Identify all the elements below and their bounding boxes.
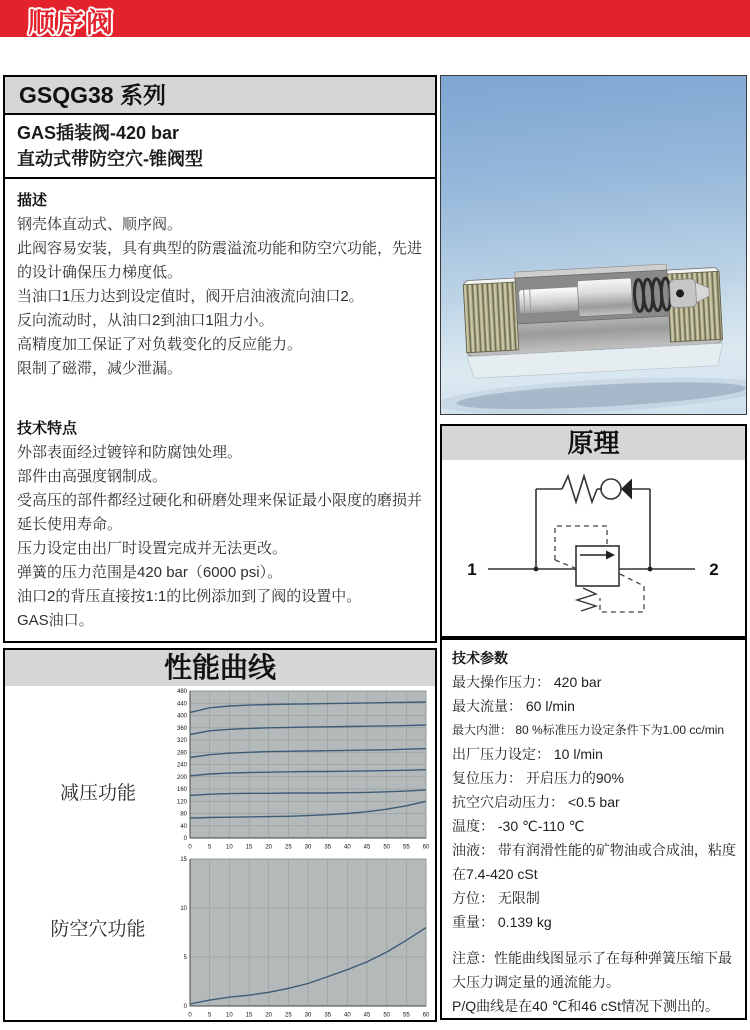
svg-text:15: 15 (245, 844, 253, 851)
svg-text:35: 35 (324, 1012, 332, 1019)
pressure-relief-chart (162, 686, 432, 852)
svg-text:45: 45 (363, 844, 371, 851)
description-line: 限制了磁滞，减少泄漏。 (17, 360, 183, 377)
svg-text:5: 5 (207, 1012, 212, 1019)
param-item: 温度： -30 ℃-110 ℃ (452, 818, 585, 834)
feature-line: 受高压的部件都经过硬化和研磨处理来保证最小限度的磨损并延长使用寿命。 (17, 492, 423, 533)
svg-text:20: 20 (265, 1012, 273, 1019)
subtitle-block (5, 115, 435, 179)
feature-line: GAS油口。 (17, 612, 94, 629)
note-line: P/Q曲线是在40 ℃和46 cSt情况下测出的。 (452, 998, 719, 1014)
svg-text:60: 60 (422, 844, 430, 851)
svg-text:5: 5 (183, 955, 187, 962)
description-heading: 描述 (17, 192, 48, 209)
svg-text:50: 50 (383, 844, 391, 851)
svg-text:280: 280 (176, 750, 187, 757)
description-line: 高精度加工保证了对负载变化的反应能力。 (17, 336, 303, 353)
series-title: GSQG38 系列 (5, 77, 435, 115)
svg-text:0: 0 (188, 844, 192, 851)
note-block (452, 946, 737, 1018)
svg-text:320: 320 (176, 738, 187, 745)
subtitle-line-2: 直动式带防空穴-锥阀型 (17, 149, 203, 169)
svg-text:0: 0 (183, 836, 187, 843)
param-item: 最大内泄： 80 %标准压力设定条件下为1.00 cc/min (452, 723, 725, 737)
curves-title: 性能曲线 (163, 652, 276, 683)
svg-text:25: 25 (284, 1012, 292, 1019)
svg-text:35: 35 (324, 844, 332, 851)
port-1-label: 1 (467, 560, 477, 579)
hydraulic-schematic (442, 460, 745, 634)
subtitle-line-1: GAS插装阀-420 bar (17, 123, 180, 143)
svg-text:25: 25 (284, 844, 292, 851)
feature-line: 弹簧的压力范围是420 bar（6000 psi）。 (17, 564, 283, 581)
svg-text:10: 10 (180, 906, 187, 913)
chart-2-label: 防空穴功能 (50, 919, 146, 940)
svg-text:15: 15 (245, 1012, 253, 1019)
svg-text:50: 50 (383, 1012, 391, 1019)
svg-text:160: 160 (176, 787, 187, 794)
svg-text:0: 0 (188, 1012, 192, 1019)
feature-line: 油口2的背压直接按1:1的比例添加到了阀的设置中。 (17, 588, 362, 605)
svg-text:440: 440 (176, 701, 187, 708)
features-heading: 技术特点 (17, 420, 78, 437)
left-panel (3, 75, 437, 643)
param-item: 油液： 带有润滑性能的矿物油或合成油，粘度在7.4-420 cSt (452, 842, 736, 882)
description-line: 此阀容易安装，具有典型的防震溢流功能和防空穴功能，先进的设计确保压力梯度低。 (17, 240, 423, 281)
technical-parameters (440, 638, 747, 1020)
param-item: 重量： 0.139 kg (452, 914, 552, 930)
svg-text:40: 40 (343, 844, 351, 851)
svg-text:120: 120 (176, 799, 187, 806)
param-item: 最大操作压力： 420 bar (452, 674, 602, 690)
svg-text:20: 20 (265, 844, 273, 851)
param-item: 抗空穴启动压力： <0.5 bar (452, 794, 620, 810)
description-line: 当油口1压力达到设定值时，阀开启油液流向油口2。 (17, 288, 364, 305)
param-item: 复位压力： 开启压力的90% (452, 770, 624, 786)
port-2-label: 2 (709, 560, 719, 579)
chart-1-label: 减压功能 (59, 783, 136, 804)
feature-line: 压力设定由出厂时设置完成并无法更改。 (17, 540, 288, 557)
features-block (17, 417, 423, 633)
svg-text:40: 40 (343, 1012, 351, 1019)
note-line: 注意：性能曲线图显示了在每种弹簧压缩下最大压力调定量的通流能力。 (452, 950, 732, 990)
description-block (17, 189, 423, 381)
svg-text:15: 15 (180, 857, 187, 864)
svg-text:55: 55 (402, 844, 410, 851)
valve-cutaway-illustration (441, 76, 746, 414)
svg-text:30: 30 (304, 844, 312, 851)
svg-text:0: 0 (183, 1004, 187, 1011)
svg-text:200: 200 (176, 774, 187, 781)
svg-text:400: 400 (176, 713, 187, 720)
svg-text:10: 10 (225, 1012, 233, 1019)
params-heading: 技术参数 (452, 650, 508, 666)
svg-text:40: 40 (180, 823, 187, 830)
product-photo (440, 75, 747, 415)
anti-cavitation-chart (162, 854, 432, 1020)
svg-text:240: 240 (176, 762, 187, 769)
svg-text:55: 55 (402, 1012, 410, 1019)
curves-header (3, 648, 437, 688)
svg-text:60: 60 (422, 1012, 430, 1019)
description-line: 钢壳体直动式、顺序阀。 (17, 216, 183, 233)
description-and-features (5, 179, 435, 633)
curves-panel (3, 686, 437, 1022)
description-line: 反向流动时，从油口2到油口1阻力小。 (17, 312, 274, 329)
page-title: 顺序阀 (28, 8, 115, 38)
svg-text:80: 80 (180, 811, 187, 818)
principle-title: 原理 (567, 428, 620, 458)
feature-line: 部件由高强度钢制成。 (17, 468, 168, 485)
principle-header (440, 424, 747, 462)
svg-text:5: 5 (207, 844, 212, 851)
param-item: 出厂压力设定： 10 l/min (452, 746, 603, 762)
svg-text:30: 30 (304, 1012, 312, 1019)
principle-diagram (440, 460, 747, 638)
svg-text:360: 360 (176, 725, 187, 732)
param-item: 最大流量： 60 l/min (452, 698, 575, 714)
svg-text:480: 480 (176, 689, 187, 696)
svg-text:45: 45 (363, 1012, 371, 1019)
param-item: 方位： 无限制 (452, 890, 540, 906)
svg-text:10: 10 (225, 844, 233, 851)
feature-line: 外部表面经过镀锌和防腐蚀处理。 (17, 444, 243, 461)
top-banner (0, 0, 750, 37)
